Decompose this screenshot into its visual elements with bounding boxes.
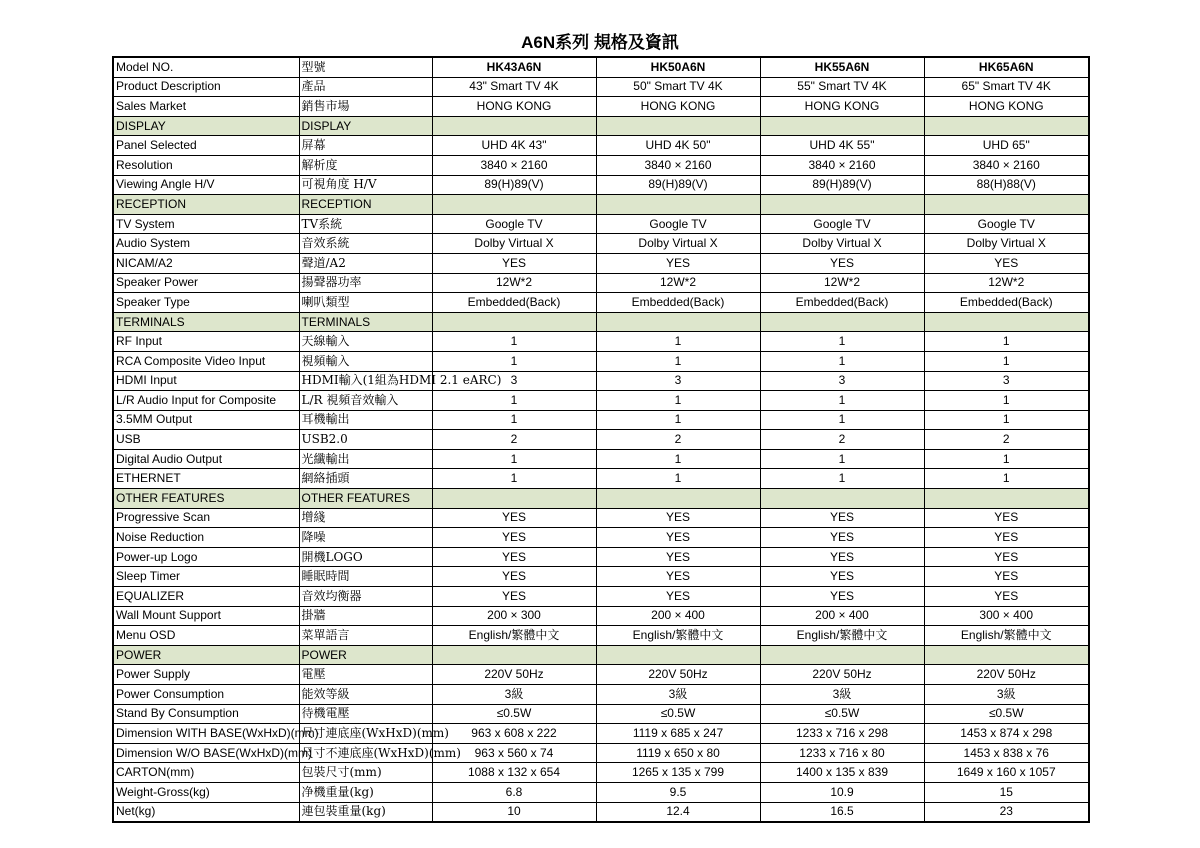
spec-label-cn: 能效等級 bbox=[299, 685, 432, 705]
model-header-cell: HK50A6N bbox=[596, 57, 760, 77]
table-row bbox=[113, 391, 1089, 411]
table-row bbox=[113, 332, 1089, 352]
spec-label-en: Speaker Power bbox=[113, 273, 299, 293]
spec-label-en: RCA Composite Video Input bbox=[113, 351, 299, 371]
table-row bbox=[113, 155, 1089, 175]
spec-label-en: OTHER FEATURES bbox=[113, 489, 299, 509]
table-row bbox=[113, 469, 1089, 489]
spec-value-cell: 3 bbox=[596, 371, 760, 391]
spec-value-cell: 2 bbox=[760, 430, 924, 450]
spec-label-cn: 音效均衡器 bbox=[299, 587, 432, 607]
spec-label-cn: 包裝尺寸(mm) bbox=[299, 763, 432, 783]
spec-value-cell: 9.5 bbox=[596, 782, 760, 802]
spec-label-cn: 開機LOGO bbox=[299, 547, 432, 567]
spec-value-cell: 1119 x 685 x 247 bbox=[596, 724, 760, 744]
spec-label-cn: 降噪 bbox=[299, 528, 432, 548]
spec-value-cell: Google TV bbox=[924, 214, 1089, 234]
spec-value-cell: UHD 65" bbox=[924, 136, 1089, 156]
spec-value-cell: 65" Smart TV 4K bbox=[924, 77, 1089, 97]
spec-value-cell: YES bbox=[760, 587, 924, 607]
spec-value-cell: 1 bbox=[924, 410, 1089, 430]
spec-value-cell: English/繁體中文 bbox=[924, 626, 1089, 646]
spec-value-cell: YES bbox=[432, 508, 596, 528]
spec-label-cn: 視頻輸入 bbox=[299, 351, 432, 371]
table-row bbox=[113, 587, 1089, 607]
spec-value-cell: 50" Smart TV 4K bbox=[596, 77, 760, 97]
spec-label-cn: L/R 視頻音效輸入 bbox=[299, 391, 432, 411]
spec-value-cell: 200 × 400 bbox=[596, 606, 760, 626]
spec-label-en: Wall Mount Support bbox=[113, 606, 299, 626]
spec-value-cell bbox=[924, 195, 1089, 215]
spec-value-cell bbox=[432, 116, 596, 136]
table-row bbox=[113, 273, 1089, 293]
spec-label-cn: 可視角度 H/V bbox=[299, 175, 432, 195]
spec-value-cell: 1 bbox=[924, 449, 1089, 469]
spec-value-cell: Embedded(Back) bbox=[596, 293, 760, 313]
spec-label-cn: 菜單語言 bbox=[299, 626, 432, 646]
spec-value-cell: 1 bbox=[432, 449, 596, 469]
spec-value-cell: 3840 × 2160 bbox=[760, 155, 924, 175]
spec-value-cell: 220V 50Hz bbox=[924, 665, 1089, 685]
spec-value-cell: 200 × 300 bbox=[432, 606, 596, 626]
spec-label-en: USB bbox=[113, 430, 299, 450]
table-row bbox=[113, 724, 1089, 744]
table-row bbox=[113, 743, 1089, 763]
spec-value-cell: 1 bbox=[432, 469, 596, 489]
spec-value-cell: 1 bbox=[924, 469, 1089, 489]
spec-label-en: Noise Reduction bbox=[113, 528, 299, 548]
section-row bbox=[113, 489, 1089, 509]
spec-value-cell: YES bbox=[924, 528, 1089, 548]
spec-label-en: L/R Audio Input for Composite bbox=[113, 391, 299, 411]
spec-value-cell: Dolby Virtual X bbox=[596, 234, 760, 254]
spec-value-cell: YES bbox=[432, 253, 596, 273]
spec-label-cn: 待機電壓 bbox=[299, 704, 432, 724]
spec-label-en: Product Description bbox=[113, 77, 299, 97]
spec-label-cn: 音效系統 bbox=[299, 234, 432, 254]
spec-label-en: CARTON(mm) bbox=[113, 763, 299, 783]
spec-value-cell: 3級 bbox=[432, 685, 596, 705]
spec-value-cell bbox=[760, 312, 924, 332]
spec-value-cell: 10.9 bbox=[760, 782, 924, 802]
spec-label-en: Net(kg) bbox=[113, 802, 299, 822]
spec-label-cn: TERMINALS bbox=[299, 312, 432, 332]
spec-label-cn: 天線輸入 bbox=[299, 332, 432, 352]
spec-value-cell: YES bbox=[760, 528, 924, 548]
spec-value-cell: YES bbox=[924, 567, 1089, 587]
spec-label-en: Stand By Consumption bbox=[113, 704, 299, 724]
spec-value-cell: 1 bbox=[760, 410, 924, 430]
spec-label-cn: HDMI輸入(1組為HDMI 2.1 eARC) bbox=[299, 371, 432, 391]
table-row bbox=[113, 175, 1089, 195]
table-row bbox=[113, 351, 1089, 371]
spec-value-cell: 89(H)89(V) bbox=[432, 175, 596, 195]
spec-value-cell: YES bbox=[924, 587, 1089, 607]
spec-value-cell: YES bbox=[924, 547, 1089, 567]
spec-value-cell: 12.4 bbox=[596, 802, 760, 822]
spec-value-cell bbox=[432, 489, 596, 509]
spec-value-cell: YES bbox=[760, 508, 924, 528]
table-row bbox=[113, 77, 1089, 97]
spec-label-en: Viewing Angle H/V bbox=[113, 175, 299, 195]
spec-value-cell: YES bbox=[596, 547, 760, 567]
section-row bbox=[113, 116, 1089, 136]
spec-value-cell: 1 bbox=[760, 391, 924, 411]
spec-label-en: Digital Audio Output bbox=[113, 449, 299, 469]
spec-value-cell: 89(H)89(V) bbox=[760, 175, 924, 195]
spec-label-cn: OTHER FEATURES bbox=[299, 489, 432, 509]
model-header-cell: HK43A6N bbox=[432, 57, 596, 77]
spec-value-cell: 12W*2 bbox=[596, 273, 760, 293]
spec-value-cell: 1088 x 132 x 654 bbox=[432, 763, 596, 783]
spec-value-cell: 89(H)89(V) bbox=[596, 175, 760, 195]
spec-label-cn: 網絡插頭 bbox=[299, 469, 432, 489]
spec-value-cell bbox=[760, 116, 924, 136]
spec-label-cn: RECEPTION bbox=[299, 195, 432, 215]
spec-value-cell: 2 bbox=[596, 430, 760, 450]
spec-value-cell: Google TV bbox=[596, 214, 760, 234]
spec-value-cell: 12W*2 bbox=[924, 273, 1089, 293]
table-row bbox=[113, 567, 1089, 587]
spec-value-cell bbox=[596, 645, 760, 665]
spec-value-cell: YES bbox=[924, 253, 1089, 273]
spec-value-cell: YES bbox=[596, 528, 760, 548]
spec-value-cell: YES bbox=[432, 567, 596, 587]
spec-value-cell: Embedded(Back) bbox=[432, 293, 596, 313]
spec-table-body bbox=[113, 57, 1089, 822]
spec-value-cell: 2 bbox=[432, 430, 596, 450]
table-row bbox=[113, 626, 1089, 646]
spec-value-cell: 3 bbox=[924, 371, 1089, 391]
spec-label-en: Panel Selected bbox=[113, 136, 299, 156]
spec-label-cn: 光纖輸出 bbox=[299, 449, 432, 469]
spec-value-cell: 6.8 bbox=[432, 782, 596, 802]
spec-value-cell: English/繁體中文 bbox=[596, 626, 760, 646]
spec-value-cell: Embedded(Back) bbox=[760, 293, 924, 313]
spec-label-cn: 連包裝重量(kg) bbox=[299, 802, 432, 822]
table-row bbox=[113, 97, 1089, 117]
table-row bbox=[113, 547, 1089, 567]
section-row bbox=[113, 195, 1089, 215]
spec-label-cn: 净機重量(kg) bbox=[299, 782, 432, 802]
spec-value-cell: 3 bbox=[432, 371, 596, 391]
spec-value-cell: 1 bbox=[596, 410, 760, 430]
spec-label-en: Power-up Logo bbox=[113, 547, 299, 567]
spec-value-cell bbox=[596, 312, 760, 332]
spec-value-cell: UHD 4K 55" bbox=[760, 136, 924, 156]
spec-value-cell: 23 bbox=[924, 802, 1089, 822]
table-row bbox=[113, 782, 1089, 802]
table-row bbox=[113, 802, 1089, 822]
spec-value-cell: 220V 50Hz bbox=[760, 665, 924, 685]
spec-value-cell: HONG KONG bbox=[760, 97, 924, 117]
spec-value-cell: HONG KONG bbox=[596, 97, 760, 117]
spec-value-cell: 16.5 bbox=[760, 802, 924, 822]
spec-value-cell bbox=[432, 645, 596, 665]
spec-value-cell: YES bbox=[760, 547, 924, 567]
spec-value-cell: HONG KONG bbox=[432, 97, 596, 117]
spec-value-cell: 1 bbox=[760, 469, 924, 489]
spec-value-cell: 963 x 560 x 74 bbox=[432, 743, 596, 763]
spec-value-cell: HONG KONG bbox=[924, 97, 1089, 117]
spec-value-cell: Dolby Virtual X bbox=[760, 234, 924, 254]
spec-label-cn: 屏幕 bbox=[299, 136, 432, 156]
spec-value-cell: 15 bbox=[924, 782, 1089, 802]
spec-value-cell: Dolby Virtual X bbox=[924, 234, 1089, 254]
spec-label-cn: 掛牆 bbox=[299, 606, 432, 626]
table-row bbox=[113, 410, 1089, 430]
spec-label-cn: POWER bbox=[299, 645, 432, 665]
spec-value-cell bbox=[432, 195, 596, 215]
spec-value-cell: 1233 x 716 x 80 bbox=[760, 743, 924, 763]
spec-value-cell: YES bbox=[432, 528, 596, 548]
spec-value-cell: 220V 50Hz bbox=[596, 665, 760, 685]
spec-label-cn: 增綫 bbox=[299, 508, 432, 528]
spec-value-cell: 1 bbox=[432, 391, 596, 411]
table-row bbox=[113, 665, 1089, 685]
table-row bbox=[113, 685, 1089, 705]
table-row bbox=[113, 214, 1089, 234]
spec-value-cell: 1 bbox=[760, 449, 924, 469]
spec-label-en: Speaker Type bbox=[113, 293, 299, 313]
spec-value-cell: 1 bbox=[596, 351, 760, 371]
spec-label-cn: 電壓 bbox=[299, 665, 432, 685]
spec-label-cn: 喇叭類型 bbox=[299, 293, 432, 313]
spec-value-cell: YES bbox=[596, 508, 760, 528]
spec-value-cell: 1233 x 716 x 298 bbox=[760, 724, 924, 744]
spec-value-cell bbox=[924, 116, 1089, 136]
table-row bbox=[113, 508, 1089, 528]
spec-value-cell: YES bbox=[596, 253, 760, 273]
spec-label-en: Power Consumption bbox=[113, 685, 299, 705]
spec-value-cell bbox=[432, 312, 596, 332]
spec-value-cell: UHD 4K 50" bbox=[596, 136, 760, 156]
table-row bbox=[113, 253, 1089, 273]
spec-label-en: DISPLAY bbox=[113, 116, 299, 136]
spec-value-cell bbox=[596, 116, 760, 136]
spec-value-cell bbox=[924, 645, 1089, 665]
spec-value-cell: YES bbox=[924, 508, 1089, 528]
spec-label-cn: 產品 bbox=[299, 77, 432, 97]
spec-value-cell: 1 bbox=[760, 332, 924, 352]
spec-value-cell: 3級 bbox=[760, 685, 924, 705]
spec-label-en: TERMINALS bbox=[113, 312, 299, 332]
spec-value-cell: 1 bbox=[432, 351, 596, 371]
model-header-cell: HK65A6N bbox=[924, 57, 1089, 77]
spec-value-cell: YES bbox=[760, 567, 924, 587]
spec-value-cell: 1 bbox=[596, 469, 760, 489]
spec-value-cell: YES bbox=[432, 587, 596, 607]
spec-value-cell: 1265 x 135 x 799 bbox=[596, 763, 760, 783]
spec-value-cell: ≤0.5W bbox=[596, 704, 760, 724]
table-row bbox=[113, 606, 1089, 626]
spec-label-en: Sleep Timer bbox=[113, 567, 299, 587]
spec-value-cell: English/繁體中文 bbox=[432, 626, 596, 646]
spec-value-cell: 1453 x 838 x 76 bbox=[924, 743, 1089, 763]
spec-value-cell: 1119 x 650 x 80 bbox=[596, 743, 760, 763]
spec-label-en: Weight-Gross(kg) bbox=[113, 782, 299, 802]
spec-value-cell: 1 bbox=[596, 332, 760, 352]
spec-value-cell: ≤0.5W bbox=[432, 704, 596, 724]
spec-value-cell: 220V 50Hz bbox=[432, 665, 596, 685]
page-title: A6N系列 規格及資訊 bbox=[521, 33, 679, 52]
spec-label-en: HDMI Input bbox=[113, 371, 299, 391]
spec-value-cell: 55" Smart TV 4K bbox=[760, 77, 924, 97]
spec-value-cell: ≤0.5W bbox=[924, 704, 1089, 724]
spec-value-cell: 3 bbox=[760, 371, 924, 391]
spec-value-cell: 1 bbox=[432, 410, 596, 430]
spec-label-cn: 型號 bbox=[299, 57, 432, 77]
spec-value-cell: 1 bbox=[596, 391, 760, 411]
model-header-cell: HK55A6N bbox=[760, 57, 924, 77]
spec-value-cell: 3級 bbox=[596, 685, 760, 705]
table-row bbox=[113, 528, 1089, 548]
spec-value-cell: Embedded(Back) bbox=[924, 293, 1089, 313]
spec-label-en: Power Supply bbox=[113, 665, 299, 685]
spec-value-cell: 10 bbox=[432, 802, 596, 822]
spec-label-cn: USB2.0 bbox=[299, 430, 432, 450]
spec-value-cell bbox=[924, 312, 1089, 332]
spec-table bbox=[112, 56, 1090, 823]
spec-value-cell bbox=[596, 489, 760, 509]
spec-label-cn: 尺寸連底座(WxHxD)(mm) bbox=[299, 724, 432, 744]
spec-value-cell: Google TV bbox=[760, 214, 924, 234]
spec-value-cell: ≤0.5W bbox=[760, 704, 924, 724]
spec-value-cell: 3840 × 2160 bbox=[596, 155, 760, 175]
spec-value-cell: UHD 4K 43" bbox=[432, 136, 596, 156]
spec-label-en: Model NO. bbox=[113, 57, 299, 77]
spec-label-en: EQUALIZER bbox=[113, 587, 299, 607]
spec-value-cell: 88(H)88(V) bbox=[924, 175, 1089, 195]
spec-label-en: ETHERNET bbox=[113, 469, 299, 489]
spec-label-cn: TV系統 bbox=[299, 214, 432, 234]
spec-label-en: NICAM/A2 bbox=[113, 253, 299, 273]
spec-value-cell: 200 × 400 bbox=[760, 606, 924, 626]
spec-value-cell: 1 bbox=[924, 391, 1089, 411]
spec-label-cn: 尺寸不連底座(WxHxD)(mm) bbox=[299, 743, 432, 763]
spec-label-cn: 耳機輸出 bbox=[299, 410, 432, 430]
header-row bbox=[113, 57, 1089, 77]
spec-value-cell: YES bbox=[760, 253, 924, 273]
spec-label-cn: DISPLAY bbox=[299, 116, 432, 136]
spec-value-cell: YES bbox=[432, 547, 596, 567]
spec-label-cn: 睡眠時間 bbox=[299, 567, 432, 587]
spec-label-en: Audio System bbox=[113, 234, 299, 254]
spec-label-en: Menu OSD bbox=[113, 626, 299, 646]
table-row bbox=[113, 136, 1089, 156]
section-row bbox=[113, 645, 1089, 665]
spec-value-cell: YES bbox=[596, 587, 760, 607]
spec-value-cell: Google TV bbox=[432, 214, 596, 234]
spec-label-en: Sales Market bbox=[113, 97, 299, 117]
section-row bbox=[113, 312, 1089, 332]
spec-value-cell bbox=[760, 645, 924, 665]
spec-label-cn: 銷售市場 bbox=[299, 97, 432, 117]
spec-value-cell: 43" Smart TV 4K bbox=[432, 77, 596, 97]
spec-value-cell: YES bbox=[596, 567, 760, 587]
table-row bbox=[113, 371, 1089, 391]
table-row bbox=[113, 704, 1089, 724]
spec-value-cell: Dolby Virtual X bbox=[432, 234, 596, 254]
spec-value-cell: 3840 × 2160 bbox=[432, 155, 596, 175]
spec-value-cell: 1 bbox=[760, 351, 924, 371]
spec-label-en: POWER bbox=[113, 645, 299, 665]
spec-label-cn: 解析度 bbox=[299, 155, 432, 175]
spec-value-cell: 1 bbox=[924, 332, 1089, 352]
spec-value-cell: 1 bbox=[432, 332, 596, 352]
spec-value-cell bbox=[596, 195, 760, 215]
spec-label-en: Dimension W/O BASE(WxHxD)(mm) bbox=[113, 743, 299, 763]
spec-value-cell: 12W*2 bbox=[432, 273, 596, 293]
spec-value-cell: 1 bbox=[596, 449, 760, 469]
spec-label-en: Resolution bbox=[113, 155, 299, 175]
spec-value-cell bbox=[760, 195, 924, 215]
table-row bbox=[113, 430, 1089, 450]
spec-value-cell: 1400 x 135 x 839 bbox=[760, 763, 924, 783]
spec-value-cell: English/繁體中文 bbox=[760, 626, 924, 646]
spec-label-en: RF Input bbox=[113, 332, 299, 352]
spec-value-cell: 300 × 400 bbox=[924, 606, 1089, 626]
spec-value-cell: 12W*2 bbox=[760, 273, 924, 293]
spec-label-en: TV System bbox=[113, 214, 299, 234]
table-row bbox=[113, 449, 1089, 469]
spec-value-cell: 1649 x 160 x 1057 bbox=[924, 763, 1089, 783]
spec-value-cell: 3級 bbox=[924, 685, 1089, 705]
spec-label-en: Dimension WITH BASE(WxHxD)(mm) bbox=[113, 724, 299, 744]
spec-value-cell: 1453 x 874 x 298 bbox=[924, 724, 1089, 744]
table-row bbox=[113, 234, 1089, 254]
table-row bbox=[113, 293, 1089, 313]
spec-value-cell: 2 bbox=[924, 430, 1089, 450]
spec-value-cell bbox=[760, 489, 924, 509]
spec-label-en: 3.5MM Output bbox=[113, 410, 299, 430]
spec-label-en: RECEPTION bbox=[113, 195, 299, 215]
spec-label-cn: 聲道/A2 bbox=[299, 253, 432, 273]
spec-value-cell bbox=[924, 489, 1089, 509]
spec-value-cell: 3840 × 2160 bbox=[924, 155, 1089, 175]
spec-label-cn: 揚聲器功率 bbox=[299, 273, 432, 293]
spec-value-cell: 1 bbox=[924, 351, 1089, 371]
spec-label-en: Progressive Scan bbox=[113, 508, 299, 528]
spec-value-cell: 963 x 608 x 222 bbox=[432, 724, 596, 744]
table-row bbox=[113, 763, 1089, 783]
